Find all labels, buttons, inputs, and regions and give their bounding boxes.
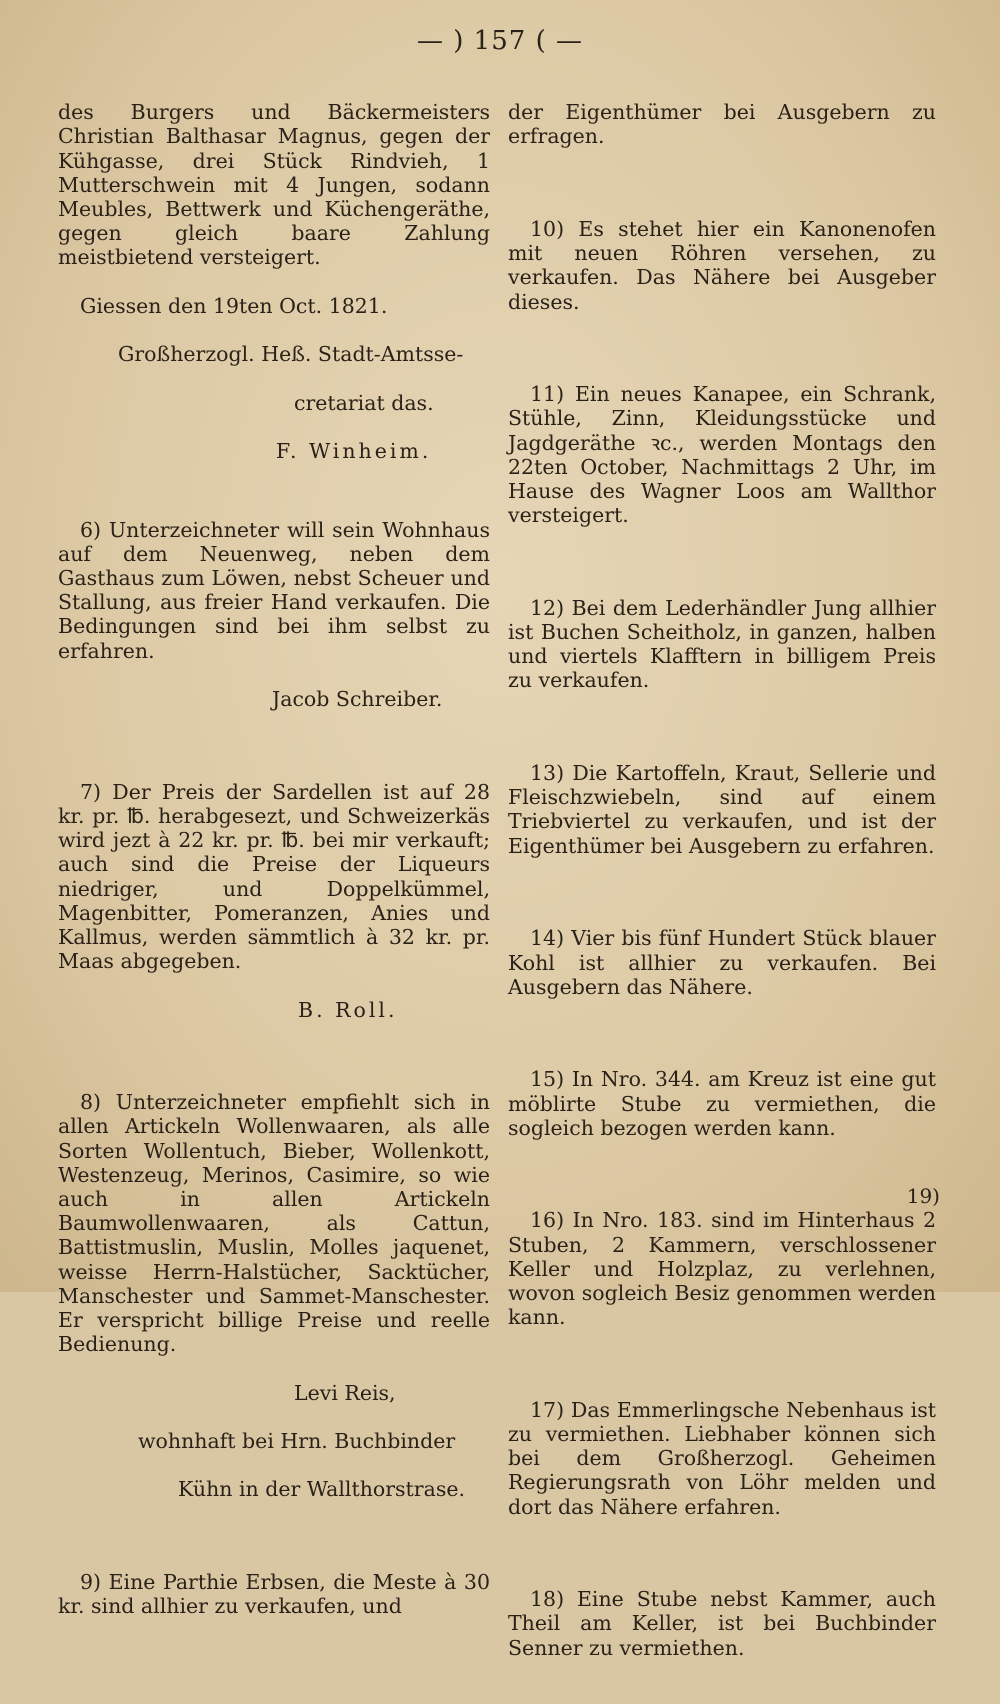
ad-17 [508,1374,936,1543]
ad-7-body: 7) Der Preis der Sardellen ist auf 28 kr. pr. ℔. herabgesezt, und Schweizerkäs wird jezt à 22 kr. pr. ℔. bei mir verkauft; auch sind die Preise der Liqueurs niedriger, und Doppelkümmel, Magenbitter, Pomeranzen, Anies und Kallmus, werden sämmtlich à 32 kr. pr. Maas abgegeben. [58,779,490,974]
ad-7 [58,755,490,1045]
ad-11 [508,358,936,552]
ad-8 [58,1066,490,1526]
ad-6 [58,493,490,735]
ad-6-signature: Jacob Schreiber. [272,687,443,712]
ad-16-body: 16) In Nro. 183. sind im Hinterhaus 2 Stuben, 2 Kammern, verschlossener Keller und Holzplaz, zu verlehnen, wovon sogleich Besiz genommen werden kann. [508,1208,936,1330]
left-column [58,76,490,1663]
ad-12-body: 12) Bei dem Lederhändler Jung allhier ist Buchen Scheitholz, in ganzen, halben und viertels Klafftern in billigem Preis zu verkaufen. [508,595,936,693]
ad-5-continuation [58,76,490,487]
ad-9-body: 9) Eine Parthie Erbsen, die Meste à 30 kr. sind allhier zu verkaufen, und [58,1569,490,1619]
ad-18 [508,1563,936,1684]
ad-8-address-line-1: wohnhaft bei Hrn. Buchbinder [138,1428,456,1453]
ad-9-continuation [508,76,936,173]
ad-15-body: 15) In Nro. 344. am Kreuz ist eine gut möblirte Stube zu vermiethen, die sogleich bezogen werden kann. [508,1067,936,1140]
ad-10 [508,193,936,338]
ad-8-body: 8) Unterzeichneter empfiehlt sich in allen Artickeln Wollenwaaren, als alle Sorten Wollentuch, Bieber, Wollenkott, Westenzeug, Merinos, Casimire, so wie auch in allen Artickeln Baumwollenwaaren, als Cattun, Battistmuslin, Muslin, Molles jaquenet, weisse Herrn-Halstücher, Sacktücher, Manschester und Sammet-Manschester. Er verspricht billige Preise und reelle Bedienung. [58,1090,490,1357]
ad-5-signature: F. Winheim. [276,439,432,464]
page-number-header: — ) 157 ( — [417,26,583,56]
ad-14-body: 14) Vier bis fünf Hundert Stück blauer Kohl ist allhier zu verkaufen. Bei Ausgebern das Nähere. [508,926,936,999]
ad-6-body: 6) Unterzeichneter will sein Wohnhaus auf dem Neuenweg, neben dem Gasthaus zum Löwen, nebst Scheuer und Stallung, aus freier Hand verkaufen. Die Bedingungen sind bei ihm selbst zu erfahren. [58,517,490,663]
catchword: 19) [906,1184,940,1208]
ad-14 [508,902,936,1023]
ad-8-signature: Levi Reis, [294,1380,396,1405]
ad-16 [508,1184,936,1353]
ad-12 [508,572,936,717]
ad-5-organization-cont: cretariat das. [294,390,434,415]
ad-9 [58,1546,490,1643]
ad-8-address-line-2: Kühn in der Wallthorstrase. [178,1477,465,1502]
ad-11-body: 11) Ein neues Kanapee, ein Schrank, Stühle, Zinn, Kleidungsstücke und Jagdgeräthe ꝛc., werden Montags den 22ten October, Nachmittags 2 Uhr, im Hause des Wagner Loos am Wallthor versteigert. [508,382,936,528]
ad-10-body: 10) Es stehet hier ein Kanonenofen mit neuen Röhren versehen, zu verkaufen. Das Nähere bei Ausgeber dieses. [508,217,936,314]
right-column [508,76,936,1704]
ad-13-body: 13) Die Kartoffeln, Kraut, Sellerie und Fleischzwiebeln, sind auf einem Triebviertel zu verkaufen, und ist der Eigenthümer bei Ausgebern zu erfahren. [508,761,936,858]
ad-7-signature: B. Roll. [298,997,398,1022]
ad-5-body: des Burgers und Bäckermeisters Christian Balthasar Magnus, gegen der Kühgasse, drei Stück Rindvieh, 1 Mutterschwein mit 4 Jungen, sodann Meubles, Bettwerk und Küchengeräthe, gegen gleich baare Zahlung meistbietend versteigert. [58,100,490,270]
ad-13 [508,737,936,882]
ad-9-continuation-body: der Eigenthümer bei Ausgebern zu erfragen. [508,100,936,149]
ad-18-body: 18) Eine Stube nebst Kammer, auch Theil am Keller, ist bei Buchbinder Senner zu vermiethen. [508,1587,936,1660]
ad-5-date: Giessen den 19ten Oct. 1821. [80,293,388,318]
ad-5-organization: Großherzogl. Heß. Stadt-Amtsse- [118,342,464,367]
ad-15 [508,1043,936,1164]
ad-17-body: 17) Das Emmerlingsche Nebenhaus ist zu vermiethen. Liebhaber können sich bei dem Großherzogl. Geheimen Regierungsrath von Löhr melden und dort das Nähere erfahren. [508,1397,936,1519]
